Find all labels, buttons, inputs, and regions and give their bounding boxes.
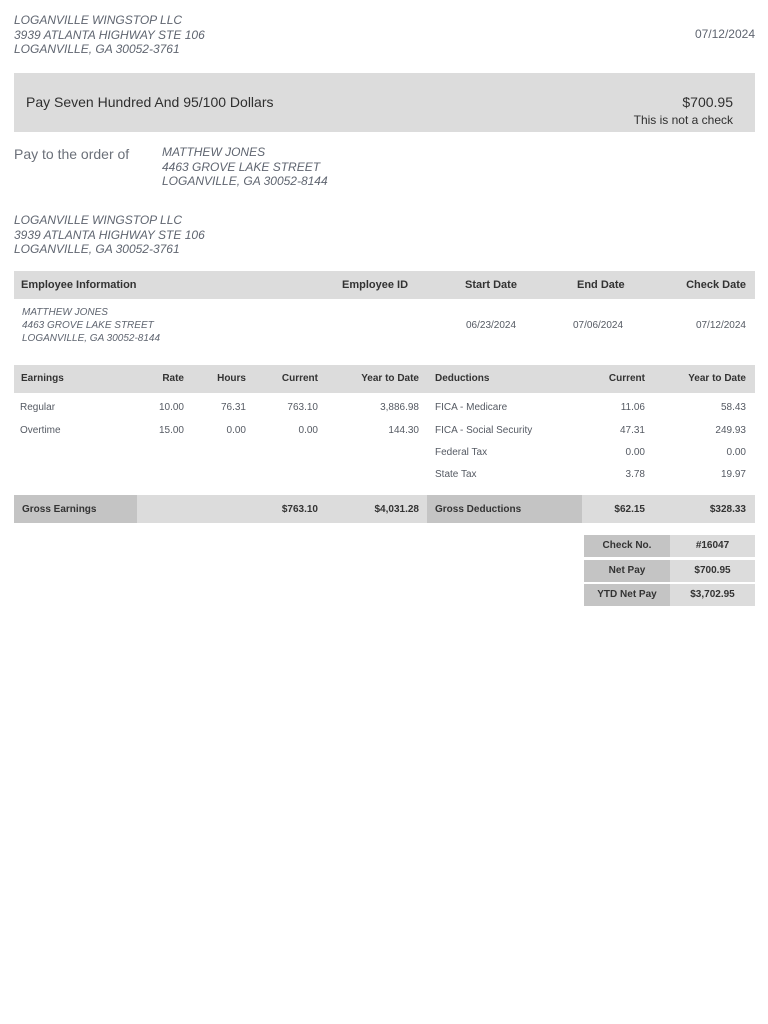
- deduction-ytd: 0.00: [726, 447, 746, 458]
- deduction-current: 11.06: [620, 402, 645, 413]
- employee-address: [22, 306, 160, 345]
- summary-label-cell: [584, 535, 670, 557]
- company-address: [14, 13, 205, 57]
- company-name: LOGANVILLE WINGSTOP LLC: [14, 213, 183, 227]
- amount-in-words: Pay Seven Hundred And 95/100 Dollars: [26, 94, 274, 110]
- earnings-deductions-header: [14, 365, 755, 393]
- earning-hours: 0.00: [226, 425, 246, 436]
- start-date-value: 06/23/2024: [466, 320, 517, 331]
- summary-label: Net Pay: [608, 565, 646, 576]
- deductions-heading: Deductions: [435, 373, 490, 384]
- employee-info-header: [14, 271, 755, 299]
- employee-street: 4463 GROVE LAKE STREET: [22, 320, 154, 331]
- summary-value: #16047: [695, 540, 730, 551]
- rate-heading: Rate: [162, 373, 184, 384]
- deduction-current: 0.00: [625, 447, 645, 458]
- gross-earnings-ytd: $4,031.28: [374, 504, 419, 515]
- gross-earnings-current: $763.10: [281, 504, 318, 515]
- current-heading: Current: [281, 373, 318, 384]
- summary-label: YTD Net Pay: [597, 589, 657, 600]
- deductions-ytd-heading: Year to Date: [688, 373, 746, 384]
- earning-label: Overtime: [20, 425, 61, 436]
- earning-rate: 10.00: [158, 402, 184, 413]
- payee-city: LOGANVILLE, GA 30052-8144: [162, 174, 328, 189]
- earning-hours: 76.31: [220, 402, 246, 413]
- gross-deductions-current: $62.15: [614, 504, 645, 515]
- pay-to-label: Pay to the order of: [14, 146, 130, 162]
- deduction-label: Federal Tax: [435, 447, 488, 458]
- start-date-heading: Start Date: [465, 279, 517, 291]
- employee-id-heading: Employee ID: [342, 279, 409, 291]
- employee-city: LOGANVILLE, GA 30052-8144: [22, 333, 161, 344]
- end-date-heading: End Date: [577, 279, 625, 291]
- summary-value-cell: [670, 560, 755, 582]
- earning-rate: 15.00: [158, 425, 184, 436]
- summary-label-cell: [584, 560, 670, 582]
- company-street: 3939 ATLANTA HIGHWAY STE 106: [14, 227, 205, 242]
- deductions-current-heading: Current: [608, 373, 645, 384]
- summary-value-cell: [670, 535, 755, 557]
- check-date-top: 07/12/2024: [694, 27, 755, 41]
- company-street: 3939 ATLANTA HIGHWAY STE 106: [14, 27, 205, 42]
- deduction-label: FICA - Social Security: [435, 425, 533, 436]
- deduction-ytd: 249.93: [715, 425, 746, 436]
- deduction-current: 3.78: [625, 469, 645, 480]
- summary-label: Check No.: [602, 540, 652, 551]
- deduction-ytd: 19.97: [720, 469, 746, 480]
- deduction-label: State Tax: [435, 469, 477, 480]
- check-date-value: 07/12/2024: [695, 320, 746, 331]
- company-city: LOGANVILLE, GA 30052-3761: [14, 242, 180, 257]
- earnings-heading: Earnings: [21, 373, 64, 384]
- earning-current: 763.10: [287, 402, 318, 413]
- end-date-value: 07/06/2024: [573, 320, 624, 331]
- gross-deductions-label: Gross Deductions: [435, 504, 522, 515]
- year-to-date-heading: Year to Date: [361, 373, 419, 384]
- check-amount: $700.95: [682, 94, 733, 110]
- deduction-label: FICA - Medicare: [435, 402, 508, 413]
- payee-street: 4463 GROVE LAKE STREET: [162, 159, 321, 174]
- summary-label-cell: [584, 584, 670, 606]
- gross-deductions-ytd: $328.33: [709, 504, 746, 515]
- payee-address: [162, 145, 328, 189]
- deduction-ytd: 58.43: [720, 402, 746, 413]
- employee-name: MATTHEW JONES: [22, 307, 108, 318]
- check-date-heading: Check Date: [686, 279, 746, 291]
- earning-label: Regular: [20, 402, 56, 413]
- deduction-current: 47.31: [619, 425, 645, 436]
- company-city: LOGANVILLE, GA 30052-3761: [14, 42, 180, 57]
- employee-info-heading: Employee Information: [21, 279, 137, 291]
- not-a-check-note: This is not a check: [633, 113, 733, 127]
- earning-ytd: 144.30: [388, 425, 419, 436]
- company-name: LOGANVILLE WINGSTOP LLC: [14, 13, 183, 27]
- gross-earnings-label: Gross Earnings: [22, 504, 97, 515]
- payee-name: MATTHEW JONES: [162, 145, 266, 159]
- earning-current: 0.00: [298, 425, 318, 436]
- company-address-stub: [14, 213, 205, 257]
- summary-value-cell: [670, 584, 755, 606]
- earning-ytd: 3,886.98: [380, 402, 419, 413]
- hours-heading: Hours: [217, 373, 246, 384]
- summary-value: $700.95: [694, 565, 731, 576]
- summary-value: $3,702.95: [690, 589, 735, 600]
